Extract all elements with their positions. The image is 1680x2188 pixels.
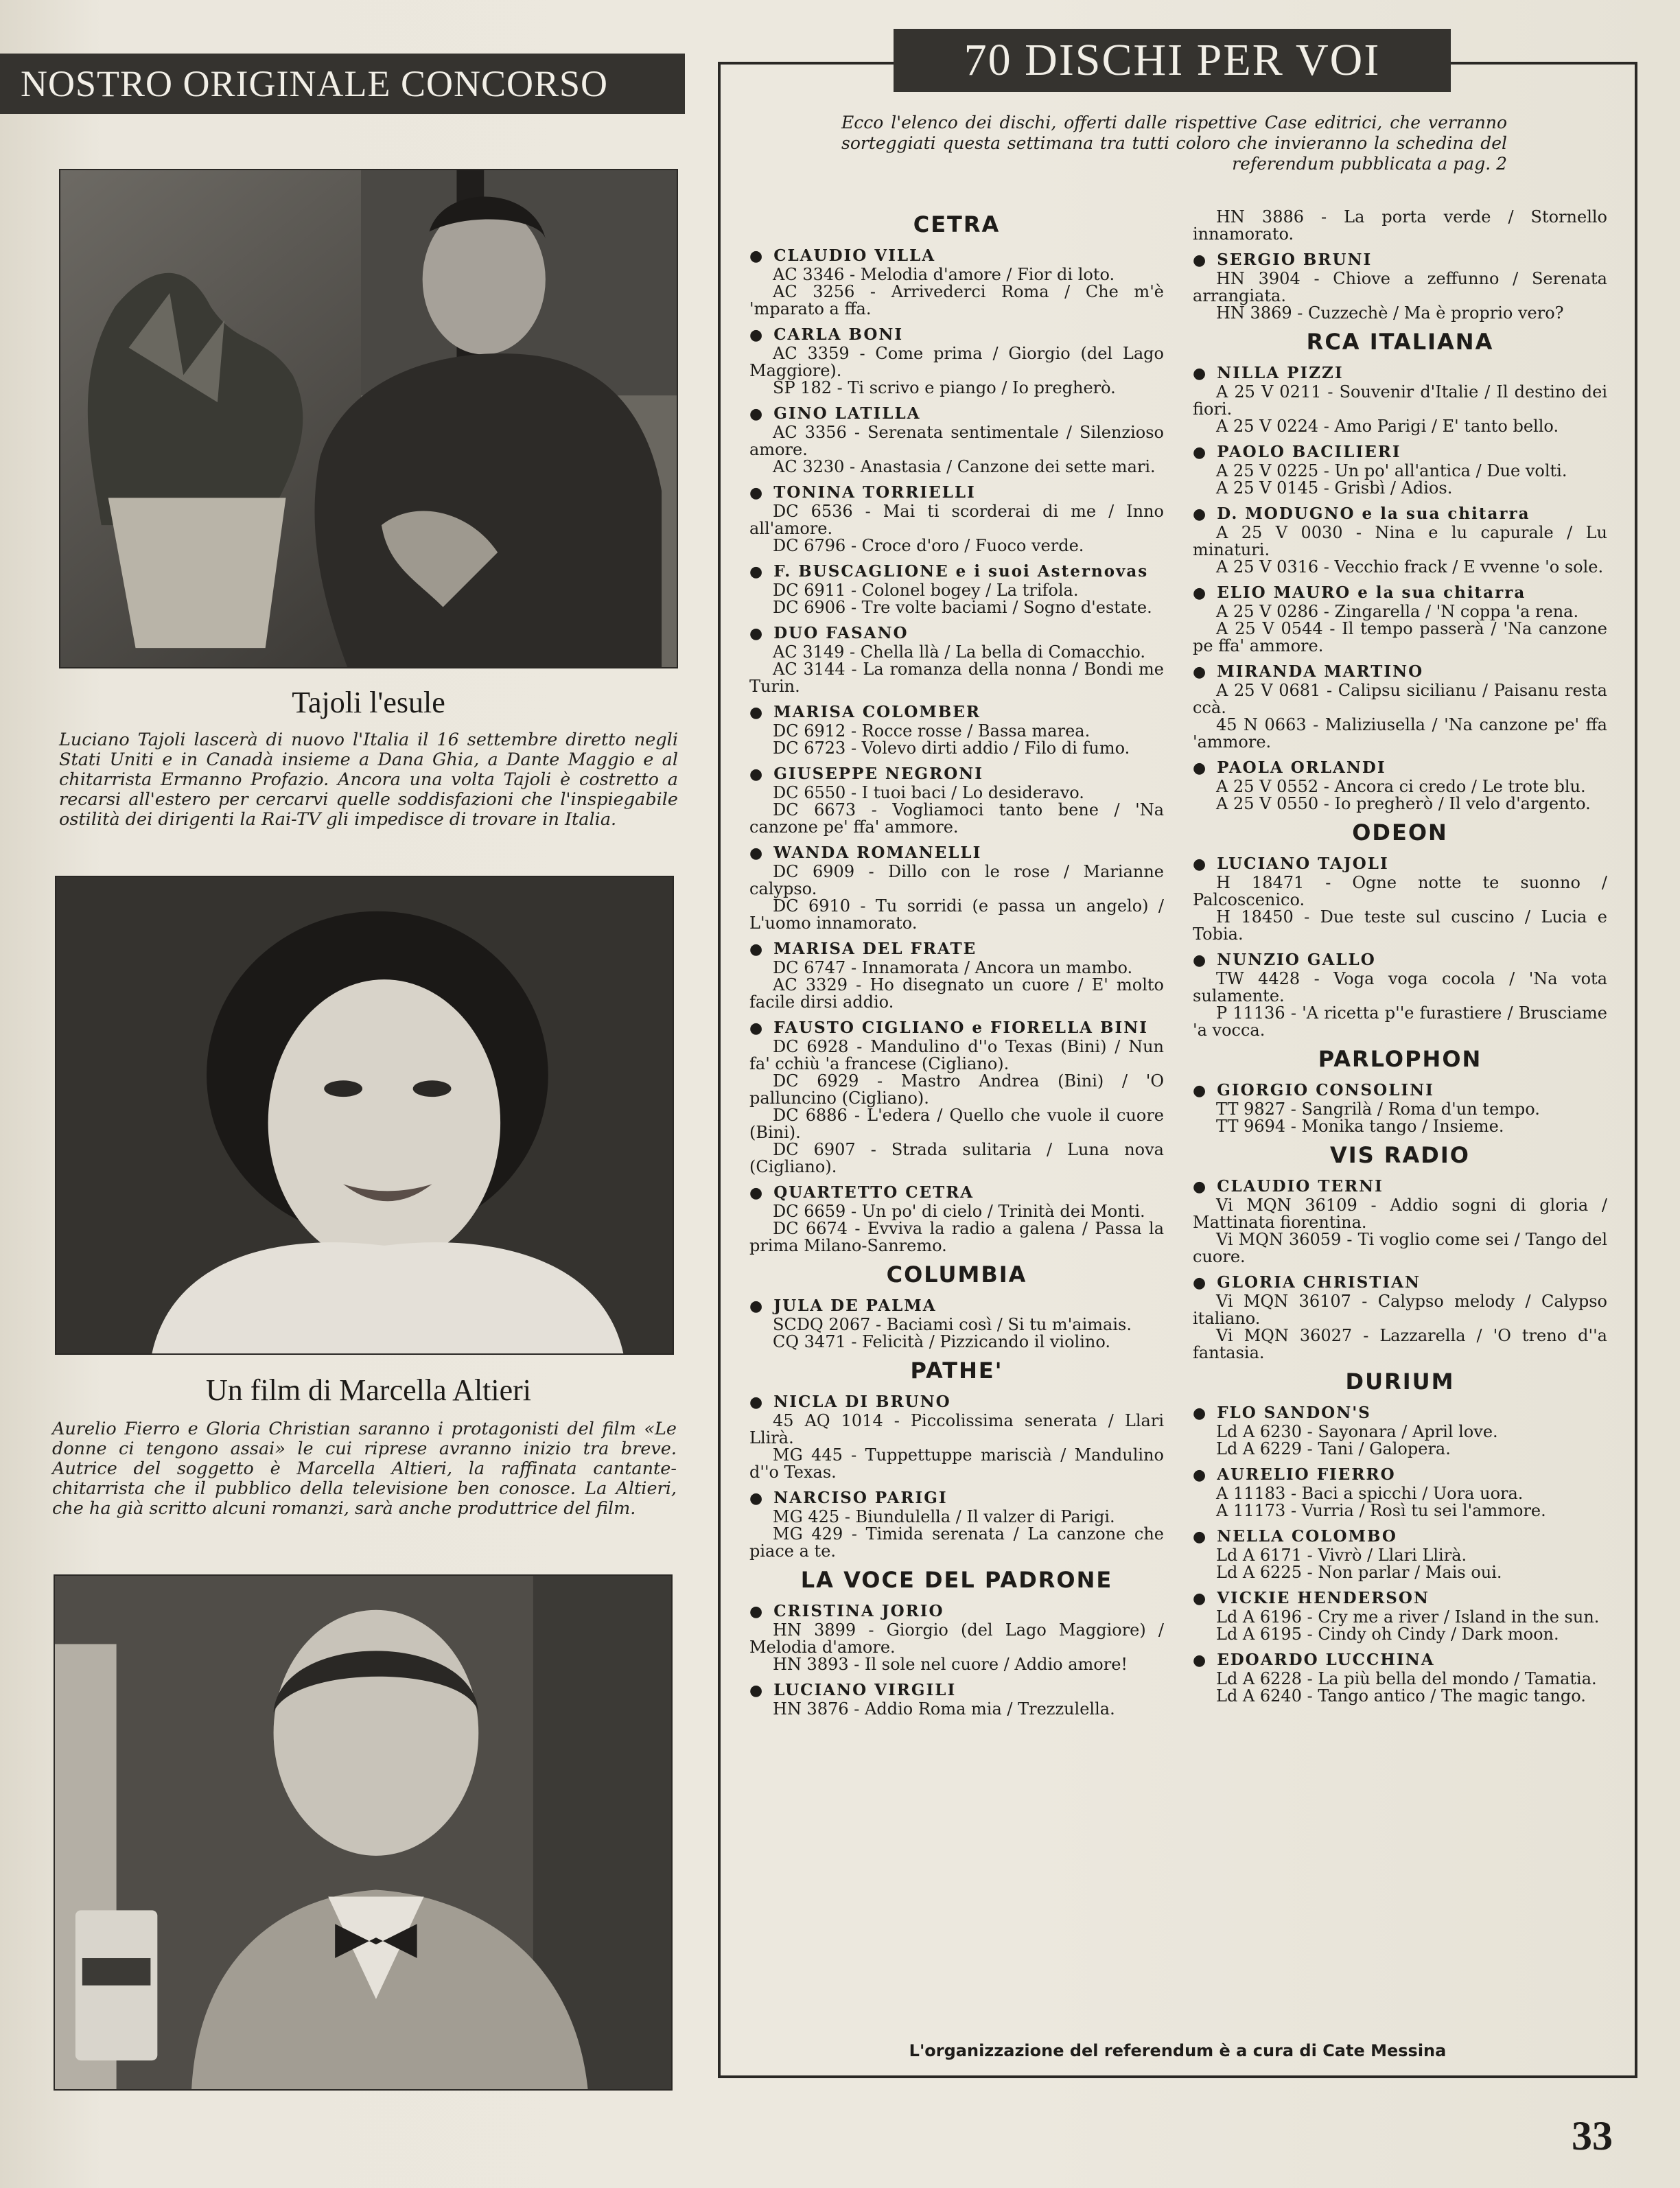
artist-name xyxy=(749,1296,1164,1316)
artist-name xyxy=(749,623,1164,644)
artist-label: NILLA PIZZI xyxy=(1217,364,1344,382)
artist-label: QUARTETTO CETRA xyxy=(773,1183,975,1202)
contest-banner: NOSTRO ORIGINALE CONCORSO xyxy=(0,54,685,114)
record-entry: A 25 V 0681 - Calipsu sicilianu / Paisanu resta ccà. xyxy=(1193,681,1607,717)
artist-label: PAOLA ORLANDI xyxy=(1217,758,1386,777)
record-label-heading: ODEON xyxy=(1352,819,1448,846)
records-column-left xyxy=(749,205,1164,1718)
artist-name xyxy=(749,1183,1164,1203)
bullet-icon: ● xyxy=(1193,584,1208,602)
record-entry: A 25 V 0224 - Amo Parigi / E' tanto bello. xyxy=(1216,417,1559,436)
record-entry: DC 6906 - Tre volte baciami / Sogno d'estate. xyxy=(773,598,1152,617)
artist-label: LUCIANO VIRGILI xyxy=(773,1681,957,1699)
artist-label: JULA DE PALMA xyxy=(773,1296,937,1315)
record-entry: HN 3869 - Cuzzechè / Ma è proprio vero? xyxy=(1216,303,1564,323)
artist-name xyxy=(749,764,1164,784)
record-entry: DC 6659 - Un po' di cielo / Trinità dei Monti. xyxy=(773,1202,1145,1221)
artist-label: MARISA COLOMBER xyxy=(773,703,981,721)
caption-body-altieri: Aurelio Fierro e Gloria Christian saranno i protagonisti del film «Le donne ci tengono assai» le cui riprese avranno inizio tra breve. Autrice del soggetto è Marcella Altieri, la raffinata cantante-chitarrista che il pubblico della televisione ben conosce. La Altieri, che ha già scritto alcuni romanzi, sarà anche produttrice del film. xyxy=(52,1419,677,1519)
artist-label: MIRANDA MARTINO xyxy=(1217,662,1424,681)
artist-name xyxy=(1193,1176,1607,1197)
bullet-icon: ● xyxy=(1193,251,1208,269)
record-entry: Vi MQN 36059 - Ti voglio come sei / Tango del cuore. xyxy=(1193,1230,1607,1266)
photo-tajoli-with-plant xyxy=(59,169,678,668)
artist-name xyxy=(1193,758,1607,778)
artist-name xyxy=(1193,662,1607,682)
artist-label: ELIO MAURO e la sua chitarra xyxy=(1217,583,1526,602)
artist-name xyxy=(749,246,1164,266)
record-label-heading: COLUMBIA xyxy=(886,1261,1027,1288)
record-label-heading: RCA ITALIANA xyxy=(1306,329,1494,355)
records-banner: 70 DISCHI PER VOI xyxy=(894,29,1451,92)
record-entry: AC 3346 - Melodia d'amore / Fior di loto. xyxy=(773,265,1115,284)
record-entry: Ld A 6171 - Vivrò / Llari Llirà. xyxy=(1216,1546,1467,1565)
referendum-credit: L'organizzazione del referendum è a cura di Cate Messina xyxy=(909,2041,1447,2060)
record-entry: A 25 V 0225 - Un po' all'antica / Due volti. xyxy=(1216,461,1567,480)
bullet-icon: ● xyxy=(749,1681,765,1699)
record-entry: DC 6911 - Colonel bogey / La trifola. xyxy=(773,581,1079,600)
bullet-icon: ● xyxy=(1193,1274,1208,1292)
record-entry: DC 6796 - Croce d'oro / Fuoco verde. xyxy=(773,536,1084,555)
bullet-icon: ● xyxy=(749,703,765,721)
caption-title-altieri: Un film di Marcella Altieri xyxy=(205,1373,532,1407)
record-entry: HN 3893 - Il sole nel cuore / Addio amore! xyxy=(773,1655,1128,1674)
record-entry: HN 3886 - La porta verde / Stornello innamorato. xyxy=(1193,207,1607,244)
artist-name xyxy=(1193,1526,1607,1547)
record-entry: DC 6723 - Volevo dirti addio / Filo di fumo. xyxy=(773,738,1130,758)
record-entry: AC 3230 - Anastasia / Canzone dei sette mari. xyxy=(773,457,1156,476)
bullet-icon: ● xyxy=(1193,1466,1208,1484)
record-entry: DC 6886 - L'edera / Quello che vuole il cuore (Bini). xyxy=(749,1106,1164,1142)
artist-name xyxy=(749,1601,1164,1622)
artist-name xyxy=(749,1018,1164,1038)
caption-title-tajoli: Tajoli l'esule xyxy=(292,686,445,719)
artist-name xyxy=(1193,250,1607,270)
artist-label: FLO SANDON'S xyxy=(1217,1404,1371,1422)
record-label-heading: LA VOCE DEL PADRONE xyxy=(800,1567,1113,1593)
record-entry: Ld A 6229 - Tani / Galopera. xyxy=(1216,1439,1451,1458)
record-entry: DC 6929 - Mastro Andrea (Bini) / 'O palluncino (Cigliano). xyxy=(749,1071,1164,1108)
artist-name xyxy=(1193,1588,1607,1609)
record-label-heading: VIS RADIO xyxy=(1330,1142,1470,1168)
record-entry: A 25 V 0030 - Nina e lu capurale / Lu minaturi. xyxy=(1193,523,1607,559)
record-entry: Ld A 6228 - La più bella del mondo / Tamatia. xyxy=(1216,1669,1597,1688)
record-entry: SCDQ 2067 - Baciami così / Si tu m'aimais. xyxy=(773,1315,1132,1334)
record-label-heading: CETRA xyxy=(913,211,1001,237)
record-label-heading: PARLOPHON xyxy=(1318,1046,1482,1072)
artist-name xyxy=(749,702,1164,723)
record-entry: DC 6550 - I tuoi baci / Lo desideravo. xyxy=(773,783,1084,802)
record-entry: DC 6747 - Innamorata / Ancora un mambo. xyxy=(773,958,1133,977)
artist-label: EDOARDO LUCCHINA xyxy=(1217,1651,1435,1669)
artist-name xyxy=(1193,854,1607,874)
bullet-icon: ● xyxy=(749,1393,765,1411)
artist-name xyxy=(1193,950,1607,970)
artist-name xyxy=(749,404,1164,424)
record-entry: 45 N 0663 - Maliziusella / 'Na canzone pe' ffa 'ammore. xyxy=(1193,715,1607,752)
artist-label: CRISTINA JORIO xyxy=(773,1602,944,1620)
artist-label: AURELIO FIERRO xyxy=(1217,1465,1396,1484)
bullet-icon: ● xyxy=(1193,364,1208,382)
bullet-icon: ● xyxy=(749,1184,765,1202)
artist-name xyxy=(749,1488,1164,1509)
artist-name xyxy=(1193,1465,1607,1485)
artist-name xyxy=(1193,1650,1607,1671)
bullet-icon: ● xyxy=(1193,1651,1208,1669)
artist-label: CARLA BONI xyxy=(773,325,904,344)
record-entry: A 25 V 0544 - Il tempo passerà / 'Na canzone pe ffa' ammore. xyxy=(1193,619,1607,655)
artist-label: D. MODUGNO e la sua chitarra xyxy=(1217,504,1530,523)
record-entry: A 25 V 0550 - Io pregherò / Il velo d'argento. xyxy=(1216,794,1591,813)
record-entry: CQ 3471 - Felicità / Pizzicando il violino. xyxy=(773,1332,1110,1351)
bullet-icon: ● xyxy=(1193,505,1208,523)
artist-label: MARISA DEL FRATE xyxy=(773,940,977,958)
photo-woman-portrait xyxy=(55,876,674,1355)
artist-name xyxy=(1193,583,1607,603)
record-entry: DC 6536 - Mai ti scorderai di me / Inno all'amore. xyxy=(749,502,1164,538)
record-entry: DC 6907 - Strada sulitaria / Luna nova (Cigliano). xyxy=(749,1140,1164,1176)
bullet-icon: ● xyxy=(1193,1082,1208,1099)
page-number: 33 xyxy=(1572,2113,1613,2158)
artist-label: GINO LATILLA xyxy=(773,404,921,423)
artist-name xyxy=(749,843,1164,863)
artist-label: CLAUDIO VILLA xyxy=(773,246,936,265)
record-entry: A 25 V 0145 - Grisbì / Adios. xyxy=(1216,478,1453,498)
artist-label: F. BUSCAGLIONE e i suoi Asternovas xyxy=(773,562,1149,581)
artist-name xyxy=(1193,504,1607,524)
record-entry: MG 429 - Timida serenata / La canzone che piace a te. xyxy=(749,1524,1164,1561)
records-column-right xyxy=(1193,209,1607,1705)
bullet-icon: ● xyxy=(1193,1178,1208,1196)
record-entry: DC 6909 - Dillo con le rose / Marianne calypso. xyxy=(749,862,1164,898)
record-entry: A 25 V 0286 - Zingarella / 'N coppa 'a rena. xyxy=(1216,602,1579,621)
bullet-icon: ● xyxy=(749,1489,765,1507)
artist-label: FAUSTO CIGLIANO e FIORELLA BINI xyxy=(773,1019,1148,1037)
bullet-icon: ● xyxy=(749,563,765,581)
record-entry: MG 445 - Tuppettuppe mariscià / Mandulino d''o Texas. xyxy=(749,1445,1164,1482)
record-entry: AC 3356 - Serenata sentimentale / Silenzioso amore. xyxy=(749,423,1164,459)
artist-name xyxy=(749,1392,1164,1412)
artist-name xyxy=(749,325,1164,345)
bullet-icon: ● xyxy=(749,247,765,265)
artist-name xyxy=(749,482,1164,503)
record-label-heading: PATHE' xyxy=(910,1358,1003,1384)
artist-name xyxy=(1193,442,1607,463)
artist-label: GIORGIO CONSOLINI xyxy=(1217,1081,1434,1099)
artist-label: NARCISO PARIGI xyxy=(773,1489,948,1507)
record-entry: TT 9694 - Monika tango / Insieme. xyxy=(1216,1117,1504,1136)
artist-name xyxy=(1193,1403,1607,1423)
record-entry: HN 3876 - Addio Roma mia / Trezzulella. xyxy=(773,1699,1115,1719)
record-entry: TW 4428 - Voga voga cocola / 'Na vota sulamente. xyxy=(1193,969,1607,1005)
record-label-heading: DURIUM xyxy=(1345,1369,1455,1395)
record-entry: H 18471 - Ogne notte te suonno / Palcoscenico. xyxy=(1193,873,1607,909)
record-entry: Vi MQN 36107 - Calypso melody / Calypso italiano. xyxy=(1193,1292,1607,1328)
artist-label: PAOLO BACILIERI xyxy=(1217,443,1401,461)
record-entry: A 25 V 0211 - Souvenir d'Italie / Il destino dei fiori. xyxy=(1193,382,1607,419)
artist-label: NUNZIO GALLO xyxy=(1217,951,1376,969)
record-entry: HN 3899 - Giorgio (del Lago Maggiore) / Melodia d'amore. xyxy=(749,1620,1164,1657)
photo-man-bow-tie xyxy=(54,1574,673,2091)
bullet-icon: ● xyxy=(749,326,765,344)
bullet-icon: ● xyxy=(749,1297,765,1315)
bullet-icon: ● xyxy=(749,940,765,958)
bullet-icon: ● xyxy=(749,844,765,862)
bullet-icon: ● xyxy=(1193,443,1208,461)
record-entry: MG 425 - Biundulella / Il valzer di Parigi. xyxy=(773,1507,1115,1526)
artist-label: SERGIO BRUNI xyxy=(1217,251,1373,269)
record-entry: DC 6674 - Evviva la radio a galena / Passa la prima Milano-Sanremo. xyxy=(749,1219,1164,1255)
artist-label: TONINA TORRIELLI xyxy=(773,483,976,502)
artist-label: GLORIA CHRISTIAN xyxy=(1217,1273,1421,1292)
artist-name xyxy=(749,561,1164,582)
bullet-icon: ● xyxy=(749,1019,765,1037)
record-entry: AC 3329 - Ho disegnato un cuore / E' molto facile dirsi addio. xyxy=(749,975,1164,1012)
bullet-icon: ● xyxy=(1193,759,1208,777)
artist-label: VICKIE HENDERSON xyxy=(1217,1589,1430,1607)
artist-name xyxy=(749,1680,1164,1701)
record-entry: DC 6912 - Rocce rosse / Bassa marea. xyxy=(773,721,1090,741)
record-entry: DC 6910 - Tu sorridi (e passa un angelo) / L'uomo innamorato. xyxy=(749,896,1164,933)
artist-label: NICLA DI BRUNO xyxy=(773,1393,951,1411)
bullet-icon: ● xyxy=(749,405,765,423)
record-entry: A 25 V 0316 - Vecchio frack / E vvenne 'o sole. xyxy=(1216,557,1604,577)
record-entry: Ld A 6230 - Sayonara / April love. xyxy=(1216,1422,1498,1441)
record-entry: A 11183 - Baci a spicchi / Uora uora. xyxy=(1216,1484,1524,1503)
artist-label: WANDA ROMANELLI xyxy=(773,843,982,862)
record-entry: P 11136 - 'A ricetta p''e furastiere / Brusciame 'a vocca. xyxy=(1193,1003,1607,1040)
artist-name xyxy=(1193,1080,1607,1101)
record-entry: AC 3359 - Come prima / Giorgio (del Lago Maggiore). xyxy=(749,344,1164,380)
bullet-icon: ● xyxy=(1193,951,1208,969)
record-entry: Ld A 6195 - Cindy oh Cindy / Dark moon. xyxy=(1216,1625,1559,1644)
record-entry: Ld A 6225 - Non parlar / Mais oui. xyxy=(1216,1563,1502,1582)
caption-body-tajoli: Luciano Tajoli lascerà di nuovo l'Italia il 16 settembre diretto negli Stati Uniti e in Canadà insieme a Dana Ghia, a Dante Maggio e al chitarrista Ermanno Profazio. Ancora una volta Tajoli è costretto a recarsi all'estero per cercarvi quelle soddisfazioni che l'inspiegabile ostilità dei dirigenti la Rai-TV gli impedisce di trovare in Italia. xyxy=(59,730,678,830)
bullet-icon: ● xyxy=(749,625,765,642)
record-entry: DC 6928 - Mandulino d''o Texas (Bini) / Nun fa' cchiù 'a francese (Cigliano). xyxy=(749,1037,1164,1073)
record-entry: A 25 V 0552 - Ancora ci credo / Le trote blu. xyxy=(1216,777,1586,796)
bullet-icon: ● xyxy=(1193,1590,1208,1607)
record-entry: AC 3144 - La romanza della nonna / Bondi me Turin. xyxy=(749,660,1164,696)
record-entry: DC 6673 - Vogliamoci tanto bene / 'Na canzone pe' ffa' ammore. xyxy=(749,800,1164,837)
artist-label: LUCIANO TAJOLI xyxy=(1217,854,1389,873)
record-entry: A 11173 - Vurria / Rosì tu sei l'ammore. xyxy=(1216,1501,1546,1520)
record-entry: Vi MQN 36109 - Addio sogni di gloria / Mattinata fiorentina. xyxy=(1193,1196,1607,1232)
record-entry: AC 3256 - Arrivederci Roma / Che m'è 'mparato a ffa. xyxy=(749,282,1164,318)
record-entry: SP 182 - Ti scrivo e piango / Io pregherò. xyxy=(773,378,1116,397)
artist-name xyxy=(1193,1272,1607,1293)
bullet-icon: ● xyxy=(749,484,765,502)
record-entry: H 18450 - Due teste sul cuscino / Lucia e Tobia. xyxy=(1193,907,1607,944)
artist-label: GIUSEPPE NEGRONI xyxy=(773,765,984,783)
bullet-icon: ● xyxy=(1193,855,1208,873)
record-entry: HN 3904 - Chiove a zeffunno / Serenata arrangiata. xyxy=(1193,269,1607,305)
artist-label: CLAUDIO TERNI xyxy=(1217,1177,1384,1196)
bullet-icon: ● xyxy=(749,765,765,783)
records-intro: Ecco l'elenco dei dischi, offerti dalle rispettive Case editrici, che verranno sorteggiati questa settimana tra tutti coloro che invieranno la schedina del referendum pubblicata a pag. 2 xyxy=(841,113,1507,174)
bullet-icon: ● xyxy=(1193,1404,1208,1422)
record-entry: Ld A 6196 - Cry me a river / Island in the sun. xyxy=(1216,1607,1600,1627)
bullet-icon: ● xyxy=(749,1603,765,1620)
bullet-icon: ● xyxy=(1193,663,1208,681)
artist-name xyxy=(1193,363,1607,384)
record-entry: Ld A 6240 - Tango antico / The magic tango. xyxy=(1216,1686,1586,1706)
bullet-icon: ● xyxy=(1193,1528,1208,1546)
record-entry: 45 AQ 1014 - Piccolissima senerata / Llari Llirà. xyxy=(749,1411,1164,1447)
artist-name xyxy=(749,939,1164,959)
artist-label: DUO FASANO xyxy=(773,624,909,642)
artist-label: NELLA COLOMBO xyxy=(1217,1527,1397,1546)
record-entry: Vi MQN 36027 - Lazzarella / 'O treno d''a fantasia. xyxy=(1193,1326,1607,1362)
record-entry: AC 3149 - Chella llà / La bella di Comacchio. xyxy=(773,642,1146,662)
record-entry: TT 9827 - Sangrilà / Roma d'un tempo. xyxy=(1216,1099,1540,1119)
